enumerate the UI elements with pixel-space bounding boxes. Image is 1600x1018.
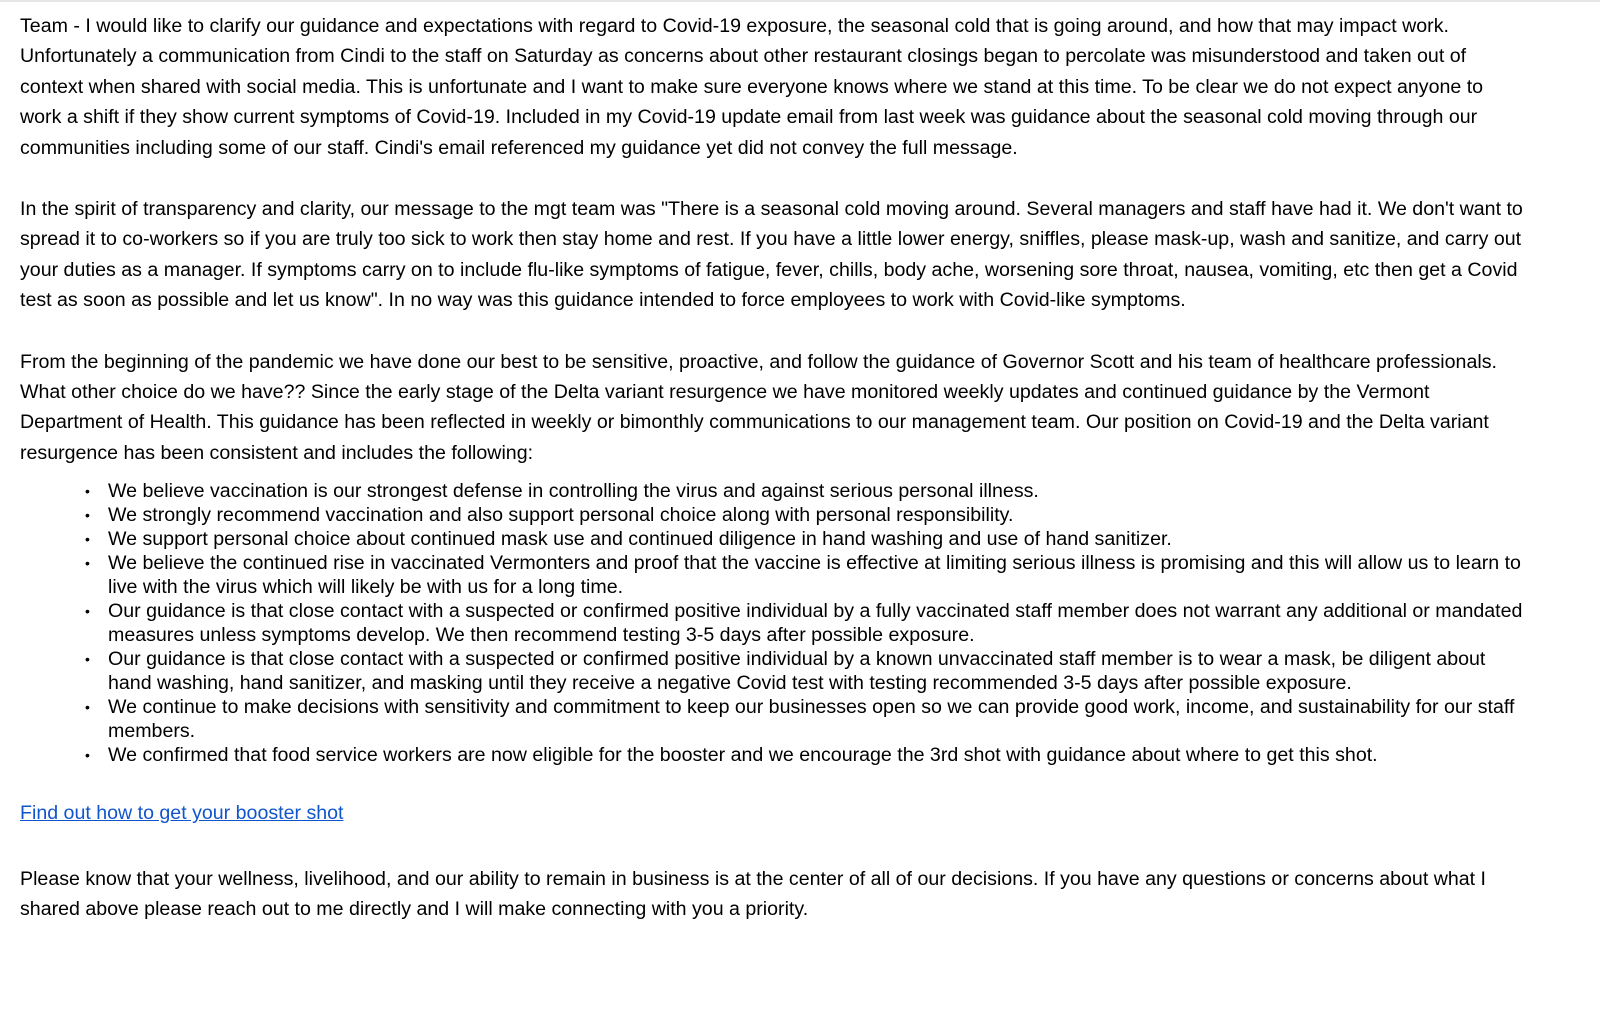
- bullet-icon: •: [85, 483, 90, 500]
- list-item-text: We believe vaccination is our strongest defense in controlling the virus and against serious personal illness.: [108, 480, 1039, 503]
- list-item-text: Our guidance is that close contact with a suspected or confirmed positive individual by a fully vaccinated staff member does not warrant any additional or mandated measures unless symptoms develop. We then recommend testing 3-5 days after possible exposure.: [108, 600, 1523, 647]
- paragraph-spacer: [20, 767, 1524, 798]
- paragraph-spacer: [20, 468, 1524, 479]
- paragraph-spacer: [20, 163, 1524, 194]
- intro-paragraph: Team - I would like to clarify our guidance and expectations with regard to Covid-19 exposure, the seasonal cold that is going around, and how that may impact work. Unfortunately a communication from Cindi to the staff on Saturday as concerns about other restaurant closings began to percolate was misunderstood and taken out of context when shared with social media. This is unfortunate and I want to make sure everyone knows where we stand at this time. To be clear we do not expect anyone to work a shift if they show current symptoms of Covid-19. Included in my Covid-19 update email from last week was guidance about the seasonal cold moving through our communities including some of our staff. Cindi's email referenced my guidance yet did not convey the full message.: [20, 15, 1484, 159]
- closing-paragraph: Please know that your wellness, livelihood, and our ability to remain in business is at the center of all of our decisions. If you have any questions or concerns about what I shared above please reach out to me directly and I will make connecting with you a priority.: [20, 867, 1486, 921]
- bullet-icon: •: [85, 699, 90, 716]
- bullet-icon: •: [85, 603, 90, 620]
- paragraph-spacer: [20, 829, 1524, 864]
- list-item: [85, 695, 1524, 743]
- bullet-icon: •: [85, 531, 90, 548]
- list-item: [85, 743, 1524, 767]
- bullet-icon: •: [85, 555, 90, 572]
- list-item-text: We support personal choice about continued mask use and continued diligence in hand washing and use of hand sanitizer.: [108, 528, 1172, 551]
- list-item-text: Our guidance is that close contact with a suspected or confirmed positive individual by a known unvaccinated staff member is to wear a mask, be diligent about hand washing, hand sanitizer, and masking until they receive a negative Covid test with testing recommended 3-5 days after possible exposure.: [108, 648, 1486, 695]
- guidance-quote-paragraph: In the spirit of transparency and clarity, our message to the mgt team was "There is a seasonal cold moving around. Several managers and staff have had it. We don't want to spread it to co-workers so if you are truly too sick to work then stay home and rest. If you have a little lower energy, sniffles, please mask-up, wash and sanitize, and carry out your duties as a manager. If symptoms carry on to include flu-like symptoms of fatigue, fever, chills, body ache, worsening sore throat, nausea, vomiting, etc then get a Covid test as soon as possible and let us know". In no way was this guidance intended to force employees to work with Covid-like symptoms.: [20, 198, 1523, 312]
- list-item: [85, 599, 1524, 647]
- list-item-text: We continue to make decisions with sensitivity and commitment to keep our businesses open so we can provide good work, income, and sustainability for our staff members.: [108, 696, 1515, 743]
- list-item: [85, 527, 1524, 551]
- paragraph-spacer: [20, 316, 1524, 347]
- list-item-text: We confirmed that food service workers are now eligible for the booster and we encourage the 3rd shot with guidance about where to get this shot.: [108, 744, 1378, 767]
- list-item: [85, 647, 1524, 695]
- bullet-icon: •: [85, 651, 90, 668]
- list-item-text: We believe the continued rise in vaccinated Vermonters and proof that the vaccine is effective at limiting serious illness is promising and this will allow us to learn to live with the virus which will likely be with us for a long time.: [108, 552, 1521, 599]
- list-item: [85, 479, 1524, 503]
- bullet-icon: •: [85, 747, 90, 764]
- position-paragraph: From the beginning of the pandemic we have done our best to be sensitive, proactive, and follow the guidance of Governor Scott and his team of healthcare professionals. What other choice do we have?? Since the early stage of the Delta variant resurgence we have monitored weekly updates and continued guidance by the Vermont Department of Health. This guidance has been reflected in weekly or bimonthly communications to our management team. Our position on Covid-19 and the Delta variant resurgence has been consistent and includes the following:: [20, 350, 1497, 464]
- list-item: [85, 503, 1524, 527]
- booster-shot-link[interactable]: Find out how to get your booster shot: [20, 802, 344, 825]
- list-item: [85, 551, 1524, 599]
- position-bullet-list: [20, 479, 1524, 767]
- bullet-icon: •: [85, 507, 90, 524]
- list-item-text: We strongly recommend vaccination and also support personal choice along with personal responsibility.: [108, 504, 1014, 527]
